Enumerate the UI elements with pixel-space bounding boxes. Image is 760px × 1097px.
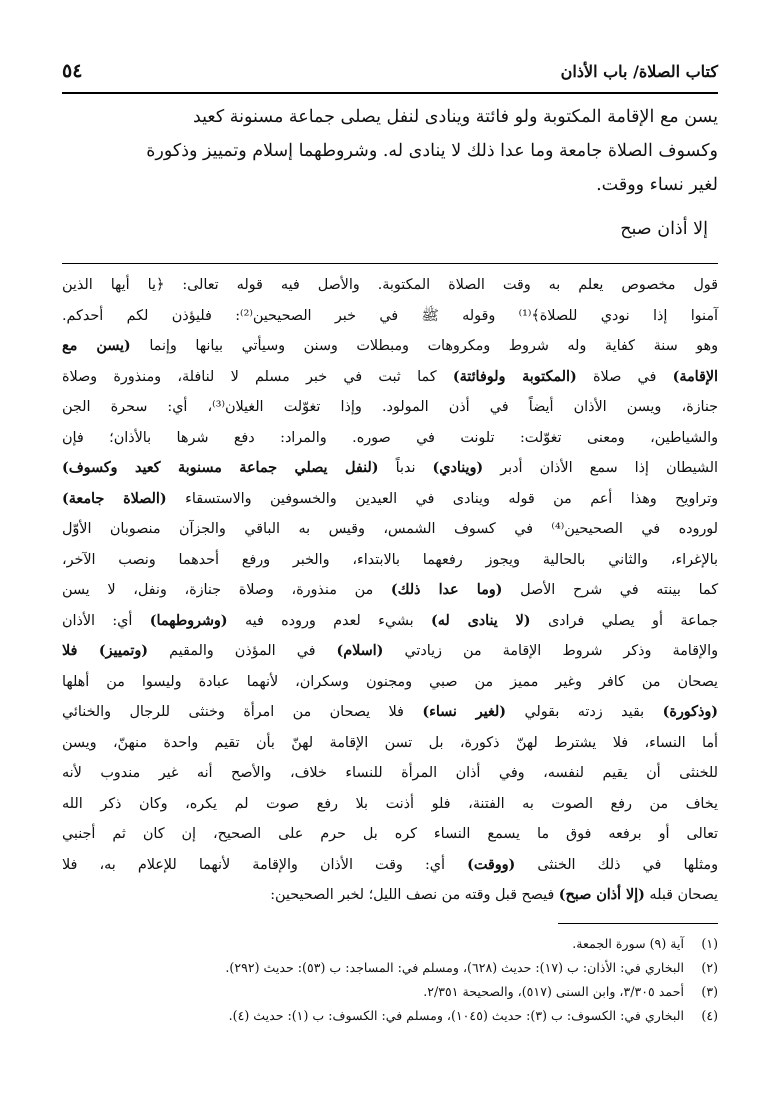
text-segment: ندباً (378, 460, 433, 476)
text-segment: آمنوا إذا نودي للصلاة﴾⁽¹⁾ وقوله ﷺ في خبر الصحيحين⁽²⁾: فليؤذن لكم أحدكم. (62, 307, 718, 324)
commentary-line (62, 850, 718, 881)
commentary-line (62, 362, 718, 393)
footnote (62, 932, 718, 956)
bold-quote-segment: (يسن مع (62, 338, 131, 354)
main-text-line: يسن مع الإقامة المكتوبة ولو فائتة وينادى لنفل يصلى جماعة مسنونة كعيد (192, 107, 718, 127)
text-segment: كما بينته في شرح الأصل (502, 582, 718, 598)
main-text-closing: إلا أذان صبح (620, 219, 708, 239)
footnote-separator (558, 923, 718, 924)
main-text (62, 100, 718, 246)
text-segment: لوروده في الصحيحين⁽⁴⁾ في كسوف الشمس، وقيس به الباقي والجزآن منصوبان الأوّل (62, 521, 718, 537)
footnote-number: (٢) (701, 960, 718, 975)
text-segment: والإقامة وذكر شروط الإقامة من زيادتي (383, 643, 718, 659)
bold-quote-segment: (وينادي) (432, 460, 484, 476)
commentary-line (62, 575, 718, 606)
footnote-number: (٤) (701, 1008, 718, 1023)
commentary-line (62, 270, 718, 301)
commentary-line (62, 667, 718, 698)
commentary-line (62, 453, 718, 484)
text-segment: فيصح قبل وقته من نصف الليل؛ لخبر الصحيحين: (270, 887, 559, 903)
footnote (62, 956, 718, 980)
bold-quote-segment: (اسلام) (336, 643, 384, 659)
footnote-text: البخاري في: الأذان: ب (١٧): حديث (٦٢٨)، ومسلم في: المساجد: ب (٥٣): حديث (٢٩٢). (225, 960, 684, 975)
footnote-number: (١) (701, 936, 718, 951)
text-segment: الشيطان إذا سمع الأذان أدبر (483, 460, 718, 476)
bold-quote-segment: (لنفل يصلي جماعة مسنوبة كعيد وكسوف) (62, 460, 379, 476)
commentary-line (62, 636, 718, 667)
bold-quote-segment: (لغير نساء) (422, 704, 507, 720)
footnote-number: (٣) (701, 984, 718, 999)
bold-quote-segment: (إلا أذان صبح) (558, 887, 645, 903)
commentary-line (62, 880, 718, 911)
footnotes (62, 932, 718, 1028)
text-segment: يخاف من رفع الصوت به الفتنة، فلو أذنت بلا رفع صوت لم يكره، وكان ذكر الله (62, 795, 718, 812)
text-segment: أي: الأذان (62, 612, 150, 629)
running-title: كتاب الصلاة/ باب الأذان (560, 61, 718, 81)
commentary-line (62, 331, 718, 362)
text-segment: وتراويح وهذا أعم من قوله وينادى في العيدين والخسوفين والاستسقاء (166, 490, 718, 507)
footnote (62, 1004, 718, 1028)
commentary-line (62, 606, 718, 637)
commentary-line (62, 301, 718, 332)
commentary-line (62, 514, 718, 545)
commentary (62, 270, 718, 911)
page-header (62, 50, 718, 94)
commentary-line (62, 728, 718, 759)
commentary-line (62, 697, 718, 728)
text-segment: وهو سنة كفاية وله شروط ومكروهات ومبطلات وسنن وسيأتي بيانها وإنما (130, 338, 718, 354)
commentary-line (62, 423, 718, 454)
text-segment: بالإغراء، والثاني بالحالية ويجوز رفعهما بالابتداء، والخبر ورفع أحدهما ونصب الآخر، (62, 551, 718, 568)
bold-quote-segment: فلا (62, 643, 99, 659)
text-segment: يصحان من كافر وغير مميز من صبي ومجنون وسكران، لأنهما عبادة وليسوا من أهلها (62, 673, 718, 690)
main-text-separator (62, 263, 718, 264)
text-segment: أما النساء، فلا يشترط لهنّ ذكورة، بل تسن الإقامة لهنّ بأن تقيم واحدة منهنّ، ويسن (62, 734, 718, 751)
bold-quote-segment: (المكتوبة ولوفائتة) (452, 368, 577, 385)
text-segment: جماعة أو يصلي فرادى (530, 612, 718, 629)
page-number: ٥٤ (62, 60, 83, 82)
footnote-text: أحمد ٣/٣٠٥، وابن السنى (٥١٧)، والصحيحة ٢/٣٥١. (423, 984, 684, 999)
text-segment: ومثلها في ذلك الخنثى (515, 856, 718, 873)
main-text-line: لغير نساء ووقت. (596, 175, 718, 195)
footnote (62, 980, 718, 1004)
footnote-text: البخاري في: الكسوف: ب (٣): حديث (١٠٤٥)، ومسلم في: الكسوف: ب (١): حديث (٤). (228, 1008, 684, 1023)
bold-quote-segment: (وما عدا ذلك) (390, 582, 503, 598)
commentary-line (62, 392, 718, 423)
bold-quote-segment: (وتمييز) (98, 643, 149, 659)
bold-quote-segment: (الصلاة جامعة) (62, 490, 167, 507)
text-segment: في المؤذن والمقيم (148, 643, 337, 659)
footnote-text: آية (٩) سورة الجمعة. (572, 936, 684, 951)
text-segment: يصحان قبله (644, 887, 718, 903)
commentary-line (62, 789, 718, 820)
main-text-line: وكسوف الصلاة جامعة وما عدا ذلك لا ينادى له. وشروطهما إسلام وتمييز وذكورة (146, 141, 718, 161)
commentary-line (62, 484, 718, 515)
text-segment: للخنثى أن يقيم لنفسه، وفي أذان المرأة للنساء خلاف، والأصح أنه غير مندوب لأنه (62, 765, 718, 781)
bold-quote-segment: (وشروطهما) (149, 612, 228, 629)
text-segment: فلا يصحان من امرأة وخنثى للرجال والخنائي (62, 704, 423, 720)
text-segment: من منذورة، وصلاة جنازة، ونفل، لا يسن (62, 582, 391, 598)
text-segment: في صلاة (576, 368, 673, 385)
commentary-line (62, 758, 718, 789)
commentary-line (62, 545, 718, 576)
text-segment: بقيد زدته بقولي (506, 704, 663, 720)
bold-quote-segment: (لا ينادى له) (430, 612, 531, 629)
text-segment: كما ثبت في خبر مسلم لا لنافلة، ومنذورة وصلاة (62, 368, 453, 385)
text-segment: بشيء لعدم وروده فيه (227, 612, 431, 629)
text-segment: أي: وقت الأذان والإقامة لأنهما للإعلام به، فلا (62, 856, 468, 873)
text-segment: تعالى أو برفعه فوق ما يسمع النساء كره بل حرم على الصحيح، إن كان ثم أجنبي (62, 826, 718, 842)
text-segment: قول مخصوص يعلم به وقت الصلاة المكتوبة. والأصل فيه قوله تعالى: ﴿يا أيها الذين (62, 277, 718, 293)
text-segment: جنازة، ويسن الأذان أيضاً في أذن المولود. وإذا تغوّلت الغيلان⁽³⁾، أي: سحرة الجن (62, 399, 718, 415)
text-segment: والشياطين، ومعنى تغوّلت: تلونت في صوره. والمراد: دفع شرها بالأذان؛ فإن (62, 429, 718, 446)
bold-quote-segment: الإقامة) (672, 368, 718, 385)
bold-quote-segment: (وذكورة) (662, 704, 718, 720)
bold-quote-segment: (ووقت) (467, 856, 516, 873)
commentary-line (62, 819, 718, 850)
